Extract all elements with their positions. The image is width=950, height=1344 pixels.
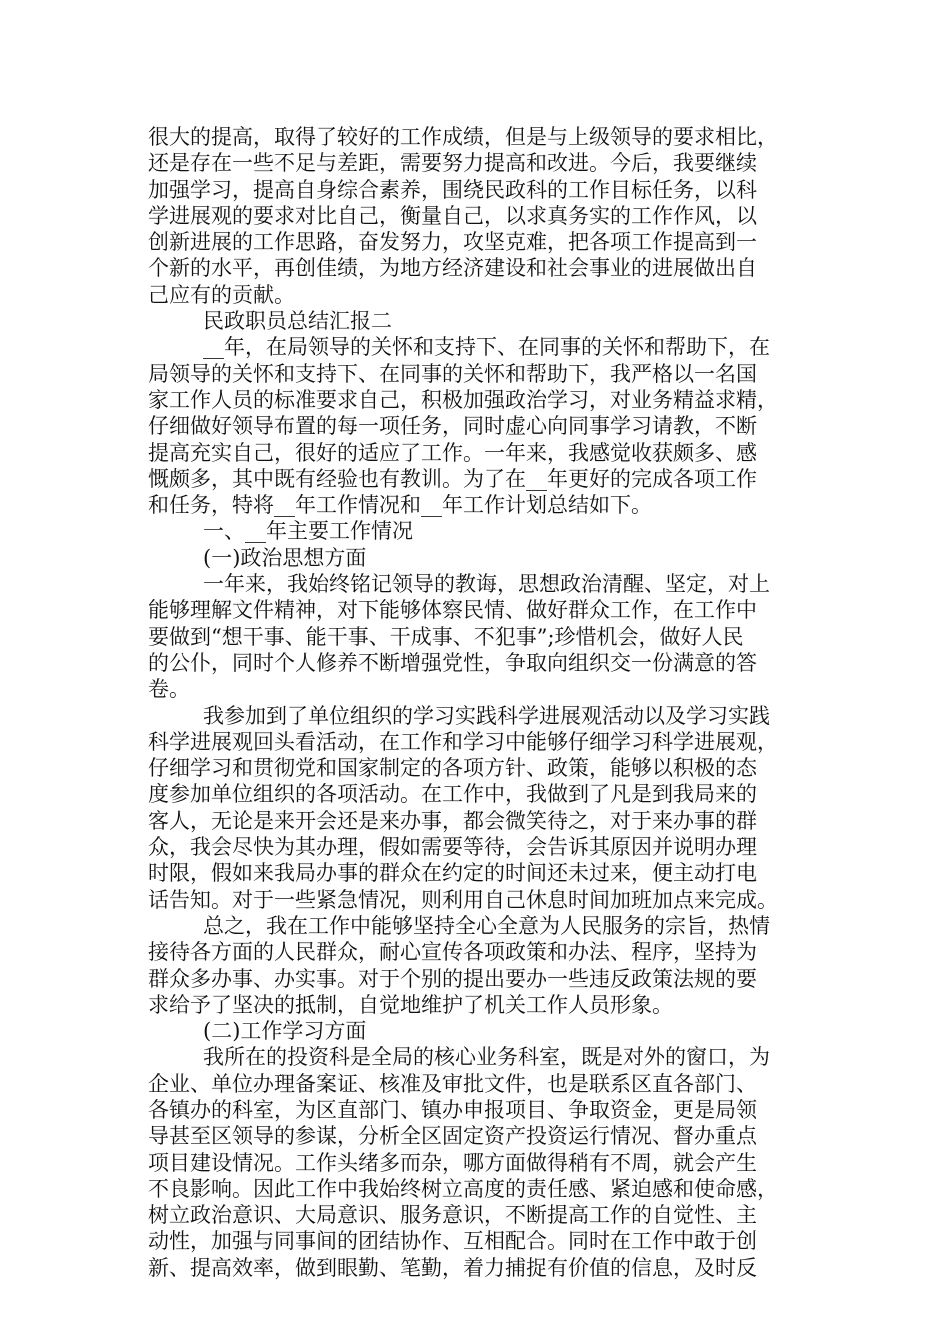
text-line: 的公仆，同时个人修养不断增强党性，争取向组织交一份满意的答 [148, 650, 757, 675]
text-line: 加强学习，提高自身综合素养，围绕民政科的工作目标任务，以科 [148, 177, 757, 202]
text-line: 个新的水平，再创佳绩，为地方经济建设和社会事业的进展做出自 [148, 256, 757, 281]
text-line: 还是存在一些不足与差距，需要努力提高和改进。今后，我要继续 [148, 151, 757, 176]
text-line: 提高充实自己，很好的适应了工作。一年来，我感觉收获颇多、感 [148, 440, 757, 465]
text-line: 卷。 [148, 677, 190, 702]
text-line: 项目建设情况。工作头绪多而杂，哪方面做得稍有不周，就会产生 [148, 1150, 757, 1175]
text-line: 科学进展观回头看活动，在工作和学习中能够仔细学习科学进展观， [148, 729, 778, 754]
text-line: 导甚至区领导的参谋，分析全区固定资产投资运行情况、督办重点 [148, 1124, 757, 1149]
text-line: 群众多办事、办实事。对于个别的提出要办一些违反政策法规的要 [148, 966, 757, 991]
text-line: 总之，我在工作中能够坚持全心全意为人民服务的宗旨，热情 [203, 913, 770, 938]
text-line: 求给予了坚决的抵制，自觉地维护了机关工作人员形象。 [148, 992, 673, 1017]
text-line: 客人，无论是来开会还是来办事，都会微笑待之，对于来办事的群 [148, 808, 757, 833]
text-line: 和任务，特将__年工作情况和__年工作计划总结如下。 [148, 493, 652, 518]
text-line: 学进展观的要求对比自己，衡量自己，以求真务实的工作作风，以 [148, 203, 757, 228]
text-line: 树立政治意识、大局意识、服务意识，不断提高工作的自觉性、主 [148, 1203, 757, 1228]
text-line: 能够理解文件精神，对下能够体察民情、做好群众工作，在工作中 [148, 598, 757, 623]
text-line: 我参加到了单位组织的学习实践科学进展观活动以及学习实践 [203, 703, 770, 728]
text-line: __年，在局领导的关怀和支持下、在同事的关怀和帮助下，在 [203, 335, 770, 360]
text-line: 话告知。对于一些紧急情况，则利用自己休息时间加班加点来完成。 [148, 887, 778, 912]
text-line: 家工作人员的标准要求自己，积极加强政治学习，对业务精益求精， [148, 387, 778, 412]
text-line: 很大的提高，取得了较好的工作成绩，但是与上级领导的要求相比， [148, 125, 778, 149]
text-line: 动性，加强与同事间的团结协作、互相配合。同时在工作中敢于创 [148, 1229, 757, 1254]
text-line: 各镇办的科室，为区直部门、镇办申报项目、争取资金，更是局领 [148, 1097, 757, 1122]
text-line: 企业、单位办理备案证、核准及审批文件，也是联系区直各部门、 [148, 1071, 757, 1096]
document-page [148, 124, 828, 1281]
text-line: 度参加单位组织的各项活动。在工作中，我做到了凡是到我局来的 [148, 782, 757, 807]
text-line: 民政职员总结汇报二 [203, 309, 392, 334]
text-line: 仔细学习和贯彻党和国家制定的各项方针、政策，能够以积极的态 [148, 756, 757, 781]
text-line: (一)政治思想方面 [203, 545, 367, 570]
text-line: 时限，假如来我局办事的群众在约定的时间还未过来，便主动打电 [148, 861, 757, 886]
text-line: 不良影响。因此工作中我始终树立高度的责任感、紧迫感和使命感， [148, 1176, 778, 1201]
text-line: 创新进展的工作思路，奋发努力，攻坚克难，把各项工作提高到一 [148, 230, 757, 255]
text-line: 仔细做好领导布置的每一项任务，同时虚心向同事学习请教，不断 [148, 414, 757, 439]
text-line: 众，我会尽快为其办理，假如需要等待，会告诉其原因并说明办理 [148, 835, 757, 860]
text-line: 一、__年主要工作情况 [203, 519, 413, 544]
text-line: (二)工作学习方面 [203, 1019, 367, 1044]
text-line: 要做到“想干事、能干事、干成事、不犯事”;珍惜机会，做好人民 [148, 624, 744, 649]
text-line: 己应有的贡献。 [148, 282, 295, 307]
text-line: 慨颇多，其中既有经验也有教训。为了在__年更好的完成各项工作 [148, 466, 757, 491]
text-line: 新、提高效率，做到眼勤、笔勤，着力捕捉有价值的信息，及时反 [148, 1255, 757, 1280]
text-line: 接待各方面的人民群众，耐心宣传各项政策和办法、程序，坚持为 [148, 940, 757, 965]
text-line: 一年来，我始终铭记领导的教诲，思想政治清醒、坚定，对上 [203, 572, 770, 597]
text-line: 局领导的关怀和支持下、在同事的关怀和帮助下，我严格以一名国 [148, 361, 757, 386]
text-line: 我所在的投资科是全局的核心业务科室，既是对外的窗口，为 [203, 1045, 770, 1070]
